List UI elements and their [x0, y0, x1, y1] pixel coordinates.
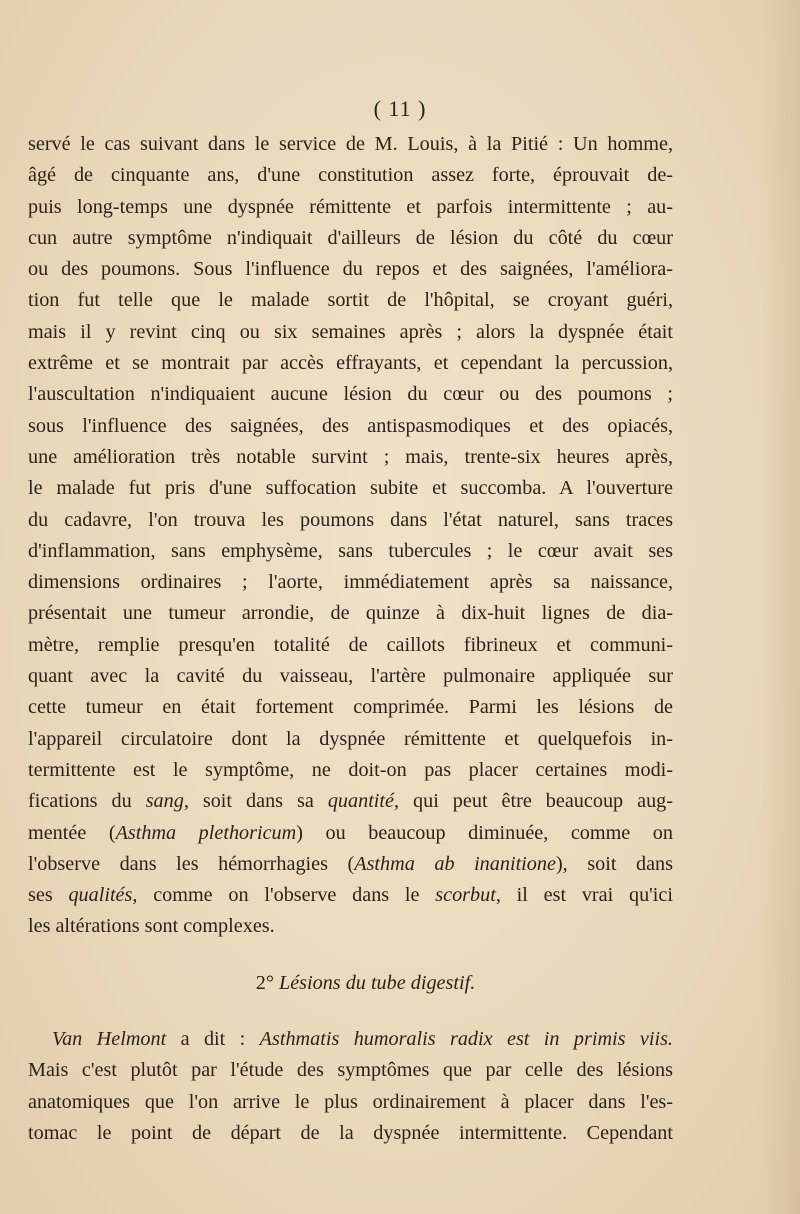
- text-line: [28, 818, 673, 849]
- italic-term-sang: sang: [145, 790, 184, 813]
- text-line: anatomiques que l'on arrive le plus ordinairement à placer dans l'es-: [28, 1090, 673, 1113]
- text-line: le malade fut pris d'une suffocation subite et succomba. A l'ouverture: [28, 477, 673, 500]
- text-run: , il est vrai qu'ici: [495, 884, 673, 907]
- text-line: cun autre symptôme n'indiquait d'ailleurs de lésion du côté du cœur: [28, 226, 673, 249]
- text-run: fications du: [28, 790, 146, 813]
- text-run: a dit :: [166, 1028, 260, 1051]
- text-line: âgé de cinquante ans, d'une constitution assez forte, éprouvait de-: [28, 164, 673, 187]
- italic-term-scorbut: scorbut: [435, 884, 496, 907]
- text-line: d'inflammation, sans emphysème, sans tubercules ; le cœur avait ses: [28, 539, 673, 562]
- page-text: [28, 129, 673, 1149]
- text-line: quant avec la cavité du vaisseau, l'artère pulmonaire appliquée sur: [28, 665, 673, 688]
- text-run: mentée (: [28, 821, 116, 844]
- text-line: cette tumeur en était fortement comprimée. Parmi les lésions de: [28, 696, 673, 719]
- section-heading: [28, 968, 673, 999]
- section-title: Lésions du tube digestif.: [278, 971, 476, 994]
- text-line: l'auscultation n'indiquaient aucune lésion du cœur ou des poumons ;: [28, 383, 673, 406]
- latin-quote: Asthmatis humoralis radix est in primis viis.: [259, 1028, 673, 1051]
- text-line: Mais c'est plutôt par l'étude des symptômes que par celle des lésions: [28, 1059, 673, 1082]
- text-run: ) ou beaucoup diminuée, comme on: [296, 821, 673, 844]
- text-run: , qui peut être beaucoup aug-: [393, 790, 673, 813]
- text-line: une amélioration très notable survint ; mais, trente-six heures après,: [28, 445, 673, 468]
- text-line: mais il y revint cinq ou six semaines après ; alors la dyspnée était: [28, 320, 673, 343]
- text-line: mètre, remplie presqu'en totalité de caillots fibrineux et communi-: [28, 633, 673, 656]
- italic-term-asthma-ab-inanitione: Asthma ab inanitione: [354, 852, 556, 875]
- text-line: sous l'influence des saignées, des antispasmodiques et des opiacés,: [28, 414, 673, 437]
- text-line: dimensions ordinaires ; l'aorte, immédiatement après sa naissance,: [28, 571, 673, 594]
- section-number: 2°: [255, 971, 274, 994]
- text-line: puis long-temps une dyspnée rémittente et parfois intermittente ; au-: [28, 195, 673, 218]
- text-line: servé le cas suivant dans le service de M. Louis, à la Pitié : Un homme,: [28, 133, 673, 155]
- text-run: , soit dans sa: [183, 790, 328, 813]
- page-edge-shadow: [760, 0, 800, 1214]
- text-line: tomac le point de départ de la dyspnée intermittente. Cependant: [28, 1121, 673, 1144]
- text-line: ou des poumons. Sous l'influence du repos et des saignées, l'améliora-: [28, 258, 673, 281]
- text-line: [28, 1024, 673, 1055]
- italic-term-quantite: quantité: [327, 790, 394, 813]
- text-run: l'observe dans les hémorrhagies (: [28, 852, 355, 875]
- text-line: tion fut telle que le malade sortit de l'hôpital, se croyant guéri,: [28, 289, 673, 312]
- text-line: [28, 849, 673, 880]
- text-line: les altérations sont complexes.: [28, 915, 275, 938]
- text-run: ses: [28, 884, 69, 907]
- text-line: extrême et se montrait par accès effrayants, et cependant la percussion,: [28, 352, 673, 375]
- text-run: ), soit dans: [555, 852, 673, 875]
- text-line: [28, 786, 673, 817]
- text-line: présentait une tumeur arrondie, de quinze à dix-huit lignes de dia-: [28, 602, 673, 625]
- author-name: Van Helmont: [52, 1028, 167, 1051]
- text-line: termittente est le symptôme, ne doit-on pas placer certaines modi-: [28, 758, 673, 781]
- text-line: l'appareil circulatoire dont la dyspnée rémittente et quelquefois in-: [28, 727, 673, 750]
- text-line: [28, 880, 673, 911]
- italic-term-qualites: qualités: [68, 884, 133, 907]
- text-line: du cadavre, l'on trouva les poumons dans l'état naturel, sans traces: [28, 508, 673, 531]
- italic-term-asthma-plethoricum: Asthma plethoricum: [115, 821, 297, 844]
- page-number: ( 11 ): [373, 96, 427, 121]
- text-run: , comme on l'observe dans le: [132, 884, 436, 907]
